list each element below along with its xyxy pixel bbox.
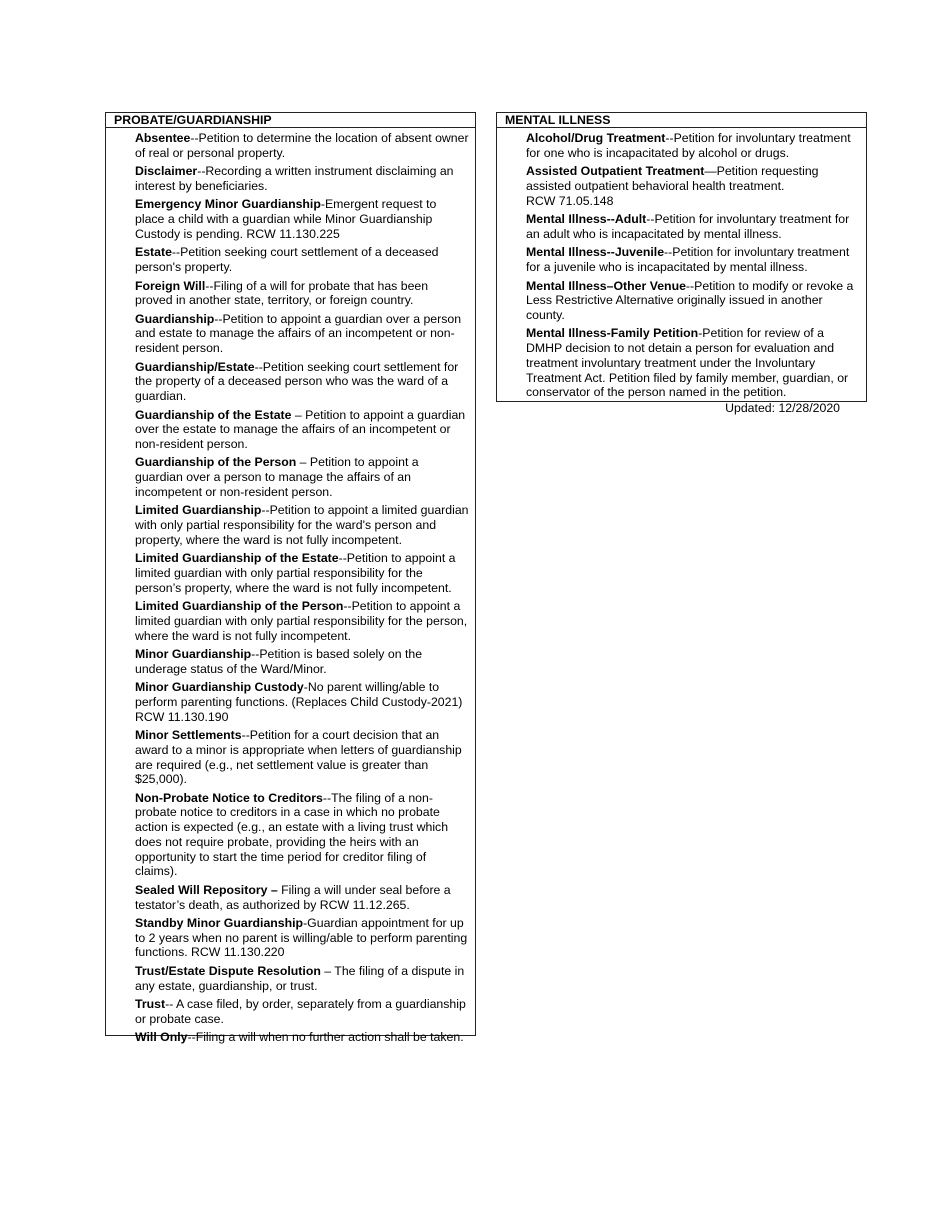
- entry-description: Filing a will under seal before a testator’s death, as authorized by RCW 11.12.265.: [135, 882, 451, 912]
- entry-mental-illness-adult: [526, 212, 860, 241]
- entry-description: --Petition to appoint a limited guardian with only partial responsibility for the person’s property, where the ward is not fully incompetent.: [135, 551, 456, 595]
- entry-term: Trust/Estate Dispute Resolution: [135, 963, 321, 978]
- probate-guardianship-panel: [105, 112, 476, 1045]
- entry-rcw-reference: RCW 11.130.190: [135, 709, 229, 724]
- entry-term: Minor Guardianship: [135, 647, 252, 662]
- entry-sealed-will-repository: [135, 883, 469, 912]
- entry-description: --Petition to modify or revoke a Less Restrictive Alternative originally issued in another county.: [526, 278, 854, 322]
- entry-description: -Petition for review of a DMHP decision to not detain a person for evaluation and treatment involuntary treatment under the Involuntary Treatment Act. Petition filed by family member, guardian, or conservator of the person named in the petition.: [526, 326, 849, 400]
- entry-description: --Petition is based solely on the underage status of the Ward/Minor.: [135, 647, 423, 676]
- entry-minor-guardianship: [135, 647, 469, 676]
- entry-description: --Petition to determine the location of absent owner of real or personal property.: [135, 131, 469, 160]
- entry-disclaimer: [135, 164, 469, 193]
- entry-guardianship-estate: [135, 360, 469, 404]
- entry-term: Assisted Outpatient Treatment: [526, 164, 705, 179]
- entry-description: --Petition seeking court settlement of a deceased person's property.: [135, 245, 439, 275]
- entry-description: -No parent willing/able to perform parenting functions. (Replaces Child Custody-2021): [135, 680, 463, 709]
- probate-entry-list: [106, 128, 475, 1045]
- entry-description: – The filing of a dispute in any estate, guardianship, or trust.: [135, 963, 465, 993]
- entry-mental-illness-juvenile: [526, 245, 860, 274]
- entry-assisted-outpatient-treatment: [526, 164, 860, 208]
- probate-panel-title: PROBATE/GUARDIANSHIP: [106, 113, 475, 128]
- entry-term: Guardianship/Estate: [135, 359, 255, 374]
- entry-term: Mental Illness--Adult: [526, 212, 647, 227]
- entry-description: --Petition to appoint a guardian over a person and estate to manage the affairs of an incompetent or non-resident person.: [135, 311, 462, 356]
- entry-description: --Petition for a court decision that an award to a minor is appropriate when letters of guardianship are required (e.g., net settlement value is greater than $25,000).: [135, 728, 462, 787]
- entry-will-only: [135, 1030, 469, 1045]
- entry-description: -Emergent request to place a child with a guardian while Minor Guardianship Custody is pending. RCW 11.130.225: [135, 197, 437, 241]
- entry-term: Will Only: [135, 1030, 188, 1045]
- entry-minor-guardianship-custody: [135, 680, 469, 724]
- entry-limited-guardianship: [135, 503, 469, 547]
- entry-description: --Petition seeking court settlement for the property of a deceased person who was the ward of a guardian.: [135, 359, 459, 404]
- entry-description: --Petition for involuntary treatment for one who is incapacitated by alcohol or drugs.: [526, 131, 851, 160]
- entry-term: Minor Guardianship Custody: [135, 680, 304, 695]
- entry-term: Sealed Will Repository –: [135, 882, 278, 897]
- entry-description: – Petition to appoint a guardian over a person to manage the affairs of an incompetent or non-resident person.: [135, 455, 419, 499]
- entry-term: Disclaimer: [135, 164, 198, 179]
- entry-rcw-reference: RCW 71.05.148: [526, 193, 614, 208]
- entry-term: Guardianship of the Estate: [135, 407, 292, 422]
- entry-description: --Petition to appoint a limited guardian with only partial responsibility for the person, where the ward is not fully incompetent.: [135, 599, 468, 643]
- entry-term: Mental Illness–Other Venue: [526, 278, 686, 293]
- entry-description: --Recording a written instrument disclaiming an interest by beneficiaries.: [135, 164, 454, 193]
- entry-guardianship-of-the-estate: [135, 408, 469, 452]
- entry-absentee: [135, 131, 469, 160]
- entry-alcohol-drug-treatment: [526, 131, 860, 160]
- entry-description: --Petition to appoint a limited guardian with only partial responsibility for the ward's person and property, where the ward is not fully incompetent.: [135, 503, 469, 547]
- mental-panel-title: MENTAL ILLNESS: [497, 113, 866, 128]
- entry-guardianship: [135, 312, 469, 356]
- mental-illness-panel: [496, 112, 867, 402]
- entry-standby-minor-guardianship: [135, 916, 469, 960]
- entry-trust: [135, 997, 469, 1026]
- entry-description: – Petition to appoint a guardian over the estate to manage the affairs of an incompetent or non-resident person.: [135, 407, 466, 451]
- entry-description: -Guardian appointment for up to 2 years when no parent is willing/able to perform parenting functions. RCW 11.130.220: [135, 916, 468, 960]
- entry-term: Non-Probate Notice to Creditors: [135, 790, 323, 805]
- entry-term: Standby Minor Guardianship: [135, 916, 304, 930]
- entry-guardianship-of-the-person: [135, 455, 469, 499]
- entry-description: --Filing a will when no further action shall be taken.: [187, 1030, 464, 1045]
- entry-limited-guardianship-of-the-estate: [135, 551, 469, 595]
- entry-mental-illness-other-venue: [526, 279, 860, 323]
- entry-term: Limited Guardianship of the Person: [135, 599, 344, 614]
- entry-term: Emergency Minor Guardianship: [135, 197, 321, 212]
- entry-trust-estate-dispute-resolution: [135, 964, 469, 993]
- entry-estate: [135, 245, 469, 274]
- entry-description: --Petition for involuntary treatment for an adult who is incapacitated by mental illness.: [526, 212, 850, 241]
- entry-description: —Petition requesting assisted outpatient behavioral health treatment.: [526, 164, 819, 193]
- entry-term: Mental Illness--Juvenile: [526, 245, 665, 260]
- entry-term: Foreign Will: [135, 278, 206, 293]
- entry-term: Guardianship: [135, 311, 215, 326]
- entry-limited-guardianship-of-the-person: [135, 599, 469, 643]
- updated-date: Updated: 12/28/2020: [725, 401, 840, 415]
- entry-description: -- A case filed, by order, separately from a guardianship or probate case.: [135, 997, 466, 1026]
- entry-term: Guardianship of the Person: [135, 455, 297, 470]
- entry-mental-illness-family-petition: [526, 326, 860, 400]
- entry-emergency-minor-guardianship: [135, 197, 469, 241]
- entry-foreign-will: [135, 279, 469, 308]
- entry-minor-settlements: [135, 728, 469, 787]
- entry-term: Absentee: [135, 131, 191, 145]
- entry-description: --The filing of a non-probate notice to creditors in a case in which no probate action is expected (e.g., an estate with a living trust which does not require probate, providing the heirs with an opportunity to start the time period for creditor filing of claims).: [135, 790, 449, 879]
- entry-term: Limited Guardianship of the Estate: [135, 551, 339, 566]
- entry-term: Trust: [135, 997, 166, 1012]
- entry-term: Limited Guardianship: [135, 503, 262, 518]
- entry-description: --Filing of a will for probate that has been proved in another state, territory, or foreign country.: [135, 278, 429, 308]
- mental-entry-list: [497, 128, 866, 400]
- entry-description: --Petition for involuntary treatment for a juvenile who is incapacitated by mental illness.: [526, 245, 850, 275]
- entry-term: Alcohol/Drug Treatment: [526, 131, 666, 145]
- entry-non-probate-notice-to-creditors: [135, 791, 469, 879]
- entry-term: Estate: [135, 245, 172, 260]
- entry-term: Minor Settlements: [135, 728, 242, 743]
- entry-term: Mental Illness-Family Petition: [526, 326, 699, 341]
